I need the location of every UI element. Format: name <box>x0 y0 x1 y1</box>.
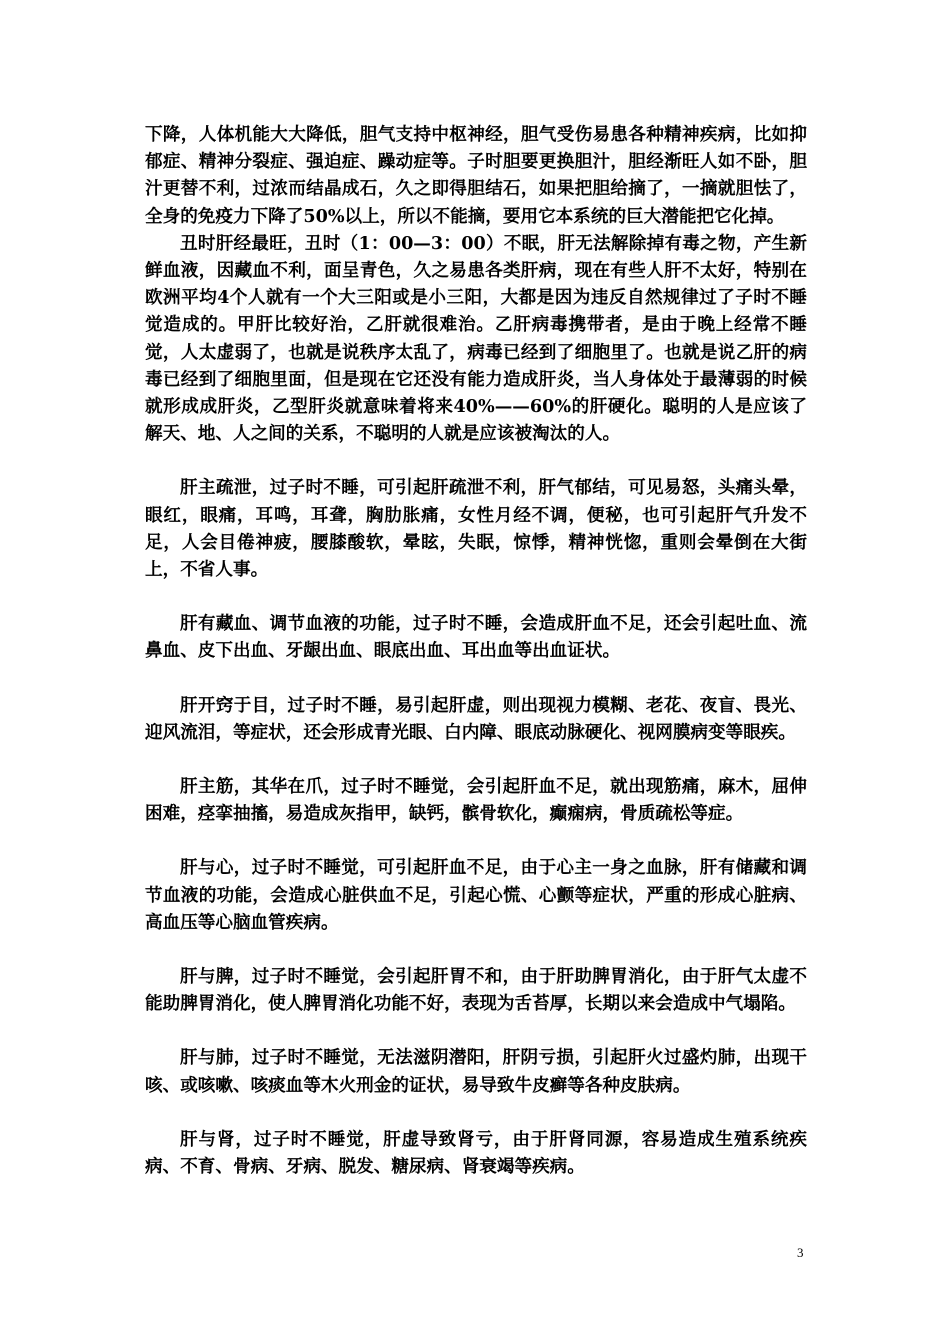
paragraph-7: 肝与心，过子时不睡觉，可引起肝血不足，由于心主一身之血脉，肝有储藏和调节血液的功能，会造成心脏供血不足，引起心慌、心颤等症状，严重的形成心脏病、高血压等心脑血管疾病。 <box>145 857 807 933</box>
paragraph-9: 肝与肺，过子时不睡觉，无法滋阴潜阳，肝阴亏损，引起肝火过盛灼肺，出现干咳、或咳嗽、咳痰血等木火刑金的证状，易导致牛皮癣等各种皮肤病。 <box>145 1047 807 1096</box>
paragraph-6: 肝主筋，其华在爪，过子时不睡觉，会引起肝血不足，就出现筋痛，麻木，屈伸困难，痉挛抽搐，易造成灰指甲，缺钙，髌骨软化，癫痫病，骨质疏松等症。 <box>145 776 807 825</box>
paragraph-8: 肝与脾，过子时不睡觉，会引起肝胃不和，由于肝助脾胃消化，由于肝气太虚不能助脾胃消化，使人脾胃消化功能不好，表现为舌苔厚，长期以来会造成中气塌陷。 <box>145 966 807 1015</box>
paragraph-5: 肝开窍于目，过子时不睡，易引起肝虚，则出现视力模糊、老花、夜盲、畏光、迎风流泪，等症状，还会形成青光眼、白内障、眼底动脉硬化、视网膜病变等眼疾。 <box>145 694 807 743</box>
paragraph-3: 肝主疏泄，过子时不睡，可引起肝疏泄不利，肝气郁结，可见易怒，头痛头晕，眼红，眼痛，耳鸣，耳聋，胸肋胀痛，女性月经不调，便秘，也可引起肝气升发不足，人会目倦神疲，腰膝酸软，晕眩，失眠，惊悸，精神恍惚，重则会晕倒在大街上，不省人事。 <box>145 477 807 581</box>
paragraph-4: 肝有藏血、调节血液的功能，过子时不睡，会造成肝血不足，还会引起吐血、流鼻血、皮下出血、牙龈出血、眼底出血、耳出血等出血证状。 <box>145 613 807 662</box>
page-number: 3 <box>797 1245 804 1260</box>
body-text <box>145 121 807 1180</box>
paragraph-1: 下降，人体机能大大降低，胆气支持中枢神经，胆气受伤易患各种精神疾病，比如抑郁症、精神分裂症、强迫症、躁动症等。子时胆要更换胆汁，胆经渐旺人如不卧，胆汁更替不利，过浓而结晶成石，久之即得胆结石，如果把胆给摘了，一摘就胆怯了，全身的免疫力下降了50%以上，所以不能摘，要用它本系统的巨大潜能把它化掉。 <box>145 124 807 227</box>
paragraph-10: 肝与肾，过子时不睡觉，肝虚导致肾亏，由于肝肾同源，容易造成生殖系统疾病、不育、骨病、牙病、脱发、糖尿病、肾衰竭等疾病。 <box>145 1128 807 1178</box>
paragraph-2: 丑时肝经最旺，丑时（1：00—3：00）不眠，肝无法解除掉有毒之物，产生新鲜血液，因藏血不利，面呈青色，久之易患各类肝病，现在有些人肝不太好，特别在欧洲平均4个人就有一个大三阳或是小三阳，大都是因为违反自然规律过了子时不睡觉造成的。甲肝比较好治，乙肝就很难治。乙肝病毒携带者，是由于晚上经常不睡觉，人太虚弱了，也就是说秩序太乱了，病毒已经到了细胞里了。也就是说乙肝的病毒已经到了细胞里面，但是现在它还没有能力造成肝炎，当人身体处于最薄弱的时候就形成成肝炎，乙型肝炎就意味着将来40%——60%的肝硬化。聪明的人是应该了解天、地、人之间的关系，不聪明的人就是应该被淘汰的人。 <box>145 232 807 445</box>
